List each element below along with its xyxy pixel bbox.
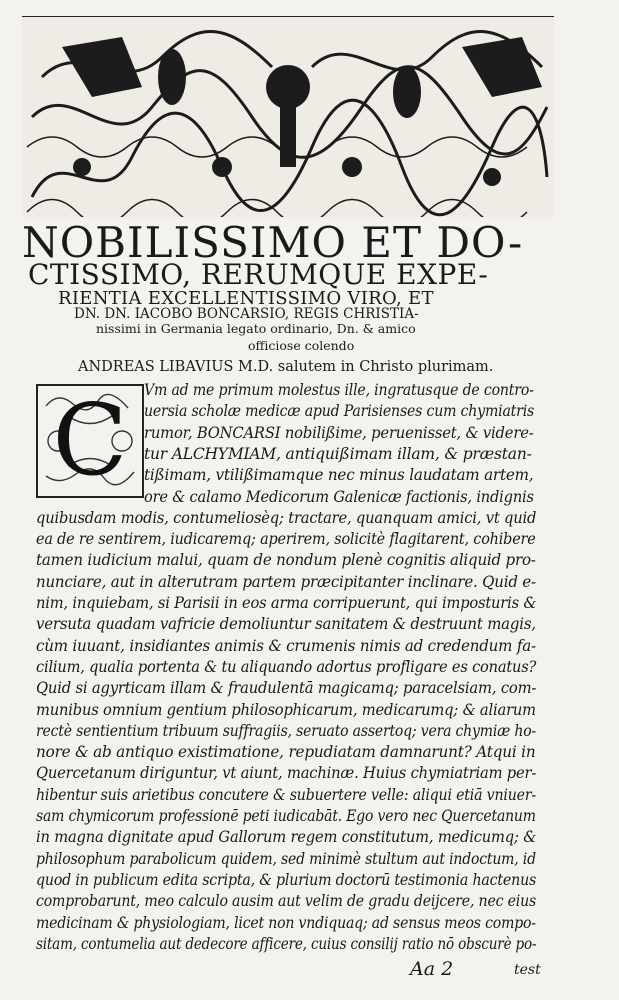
title-line-6: officiose colendo [248,338,355,353]
body-line: Quercetanum diriguntur, vt aiunt, machinæ. Huius chymiatriam per- [36,764,537,783]
body-line: quibusdam modis, contumeliosèq; tractare, quanquam amici, vt quid [36,508,537,527]
body-line: sam chymicorum professionē peti iudicabāt. Ego vero nec Quercetanum [36,807,536,825]
body-line: philosophum parabolicum quidem, sed minimè stultum aut indoctum, id [36,849,536,868]
body-line: comprobarunt, meo calculo ausim aut velim de gradu deijcere, nec eius [36,892,537,911]
title-line-4: DN. DN. IACOBO BONCARSIO, REGIS CHRISTIA- [74,306,419,322]
woodcut-headpiece-ornament [22,16,554,217]
body-line: nore & ab antiquo existimatione, repudiatam damnarunt? Atqui in [36,743,536,762]
initial-letter: C [52,384,128,498]
body-line: hibentur suis arietibus concutere & subuertere velle: aliqui etiā vniuer- [36,785,537,804]
signature-mark: Aa 2 [410,958,454,980]
body-line: nunciare, aut in alterutram partem præcipitanter inclinare. Quid e- [36,572,536,591]
body-line: tur ALCHYMIAM, antiquißimam illam, & præstan- [144,444,532,463]
body-line: tißimam, vtilißimamque nec minus laudatam artem, [144,466,534,485]
body-line: tamen iudicium malui, quam de nondum plenè cognitis aliquid pro- [36,551,536,570]
title-line-1: NOBILISSIMO ET DO- [22,218,524,267]
body-line: Quid si agyrticam illam & fraudulentā magicamq; paracelsiam, com- [36,679,537,698]
body-line: versuta quadam vafricie demoliuntur sanitatem & destruunt magis, [36,615,536,634]
salutation: ANDREAS LIBAVIUS M.D. salutem in Christo plurimam. [78,359,494,375]
body-line: rumor, BONCARSI nobilißime, peruenisset, & videre- [144,423,534,442]
body-line: in magna dignitate apud Gallorum regem constitutum, medicumq; & [36,828,537,847]
decorated-initial [36,384,144,498]
catchword: test [514,962,541,978]
title-line-5: nissimi in Germania legato ordinario, Dn. & amico [96,321,416,336]
body-line: ore & calamo Medicorum Galenicæ factionis, indignis [144,487,534,506]
body-line: nim, inquiebam, si Parisii in eos arma corripuerunt, qui imposturis & [36,594,537,612]
body-line: munibus omnium gentium philosophicarum, medicarumq; & aliarum [36,700,536,719]
body-line: sitam, contumelia aut dedecore afficere, cuius consilij ratio nō obscurè po- [36,934,537,953]
body-line: uersia scholæ medicæ apud Parisienses cum chymiatris [144,402,535,421]
body-line: cilium, qualia portenta & tu aliquando adortus profligare es conatus? [36,657,537,676]
title-line-2: CTISSIMO, RERUMQUE EXPE- [28,258,489,291]
body-line: quod in publicum edita scripta, & plurium doctorū testimonia hactenus [36,870,537,889]
body-line: rectè sentientium tribuum suffragiis, seruato assertoq; vera chymiæ ho- [36,721,536,740]
body-line: Vm ad me primum molestus ille, ingratusque de contro- [144,381,534,399]
body-line: medicinam & physiologiam, licet non vndiquaq; ad sensus meos compo- [36,913,536,932]
body-line: cùm iuuant, insidiantes animis & crumenis nimis ad credendum fa- [36,636,536,655]
body-line: ea de re sentirem, iudicaremq; aperirem, solicitè flagitarent, cohibere [36,530,536,549]
title-line-3: RIENTIA EXCELLENTISSIMO VIRO, ET [58,288,434,309]
